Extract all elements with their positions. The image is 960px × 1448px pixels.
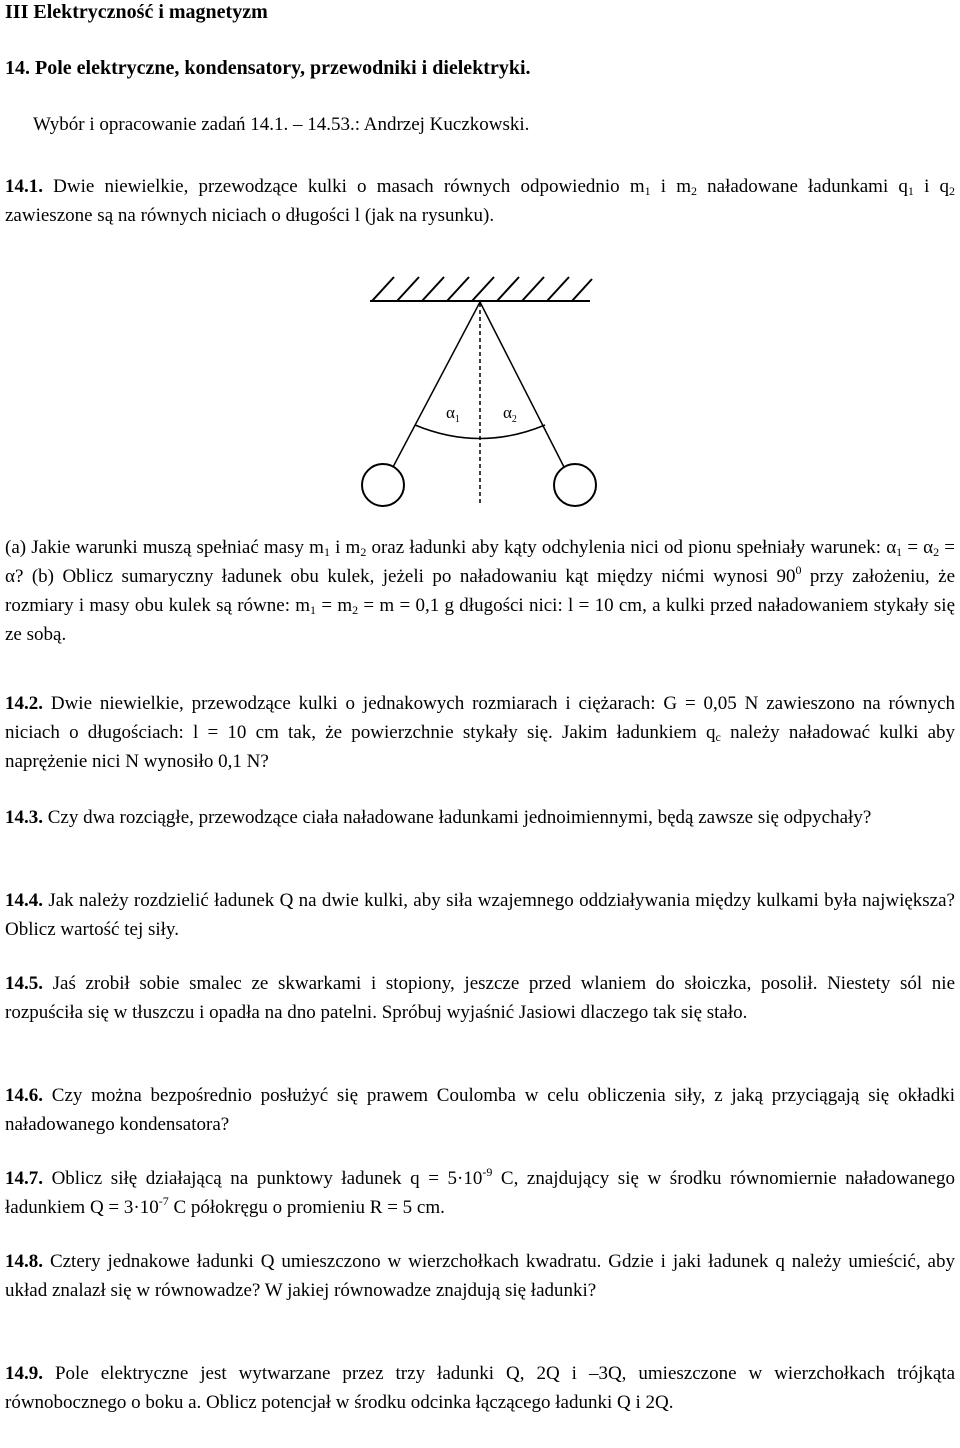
problem-14-3: 14.3. Czy dwa rozciągłe, przewodzące ciała naładowane ładunkami jednoimiennymi, będą zawsze się odpychały? [5,807,872,828]
problem-number: 14.3. [5,807,43,828]
problem-number: 14.4. [5,890,43,911]
problem-number: 14.2. [5,693,43,714]
problem-number: 14.5. [5,973,43,994]
right-ball [554,464,596,506]
ceiling-hatching [372,277,592,301]
problem-14-1-questions: (a) Jakie warunki muszą spełniać masy $m_1$ i $m_2$ oraz ładunki aby kąty odchylenia nici od pionu spełniały warunek: $\alpha_1 = \alpha_2 = \alpha$? (b) Oblicz sumaryczny ładunek obu kulek, jeżeli po naładowaniu kąt między nićmi wynosi $90^0$ przy założeniu, że rozmiary i masy obu kulek są równe: $m_1 = m_2 = m = 0,1$ g długości nici: l = 10 cm, a kulki przed naładowaniem stykały się ze sobą. [5,537,956,645]
right-thread [480,302,564,467]
left-thread [393,302,480,467]
chapter-heading: 14. Pole elektryczne, kondensatory, przewodniki i dielektryki. [5,57,531,79]
problem-number: 14.7. [5,1168,43,1189]
problem-14-2: 14.2. Dwie niewielkie, przewodzące kulki o jednakowych rozmiarach i ciężarach: G = 0,05 N zawieszono na równych niciach o długościach: l = 10 cm tak, że powierzchnie stykały się. Jakim ładunkiem $q_c$ należy naładować kulki aby naprężenie nici N wynosiło 0,1 N? [5,693,955,772]
alpha2-label: $\alpha_2$ [503,403,517,425]
problem-14-8: 14.8. Cztery jednakowe ładunki Q umieszczono w wierzchołkach kwadratu. Gdzie i jaki ładunek q należy umieścić, aby układ znalazł się w równowadze? W jakiej równowadze znajdują się ładunki? [5,1251,955,1301]
problem-14-6: 14.6. Czy można bezpośrednio posłużyć się prawem Coulomba w celu obliczenia siły, z jaką przyciągają się okładki naładowanego kondensatora? [5,1085,955,1135]
problem-14-9: 14.9. Pole elektryczne jest wytwarzane przez trzy ładunki Q, 2Q i –3Q, umieszczone w wierzchołkach trójkąta równobocznego o boku a. Oblicz potencjał w środku odcinka łączącego ładunki Q i 2Q. [5,1363,955,1413]
credit-line: Wybór i opracowanie zadań 14.1. – 14.53.: Andrzej Kuczkowski. [33,114,530,135]
problem-14-4: 14.4. Jak należy rozdzielić ładunek Q na dwie kulki, aby siła wzajemnego oddziaływania między kulkami była największa? Oblicz wartość tej siły. [5,890,955,940]
problem-14-5: 14.5. Jaś zrobił sobie smalec ze skwarkami i stopiony, jeszcze przed wlaniem do słoiczka, posolił. Niestety sól nie rozpuściła się w tłuszczu i opadła na dno patelni. Spróbuj wyjaśnić Jasiowi dlaczego tak się stało. [5,973,955,1023]
problem-number: 14.6. [5,1085,43,1106]
problem-number: 14.1. [5,176,43,197]
problem-14-7: 14.7. Oblicz siłę działającą na punktowy ładunek $q = 5\cdot 10^{-9}$ C, znajdujący się w środku równomiernie naładowanego ładunkiem $Q = 3\cdot 10^{-7}$ C półokręgu o promieniu R = 5 cm. [5,1165,955,1218]
part-heading: III Elektryczność i magnetyzm [5,1,268,23]
problem-14-1-intro: 14.1. Dwie niewielkie, przewodzące kulki o masach równych odpowiednio $m_1$ i $m_2$ naładowane ładunkami $q_1$ i $q_2$ zawieszone są na równych niciach o długości l (jak na rysunku). [5,176,955,226]
alpha1-label: $\alpha_1$ [446,403,460,425]
left-ball [362,464,404,506]
pendulum-figure [5,0,955,530]
problem-number: 14.9. [5,1363,43,1384]
problem-number: 14.8. [5,1251,43,1272]
